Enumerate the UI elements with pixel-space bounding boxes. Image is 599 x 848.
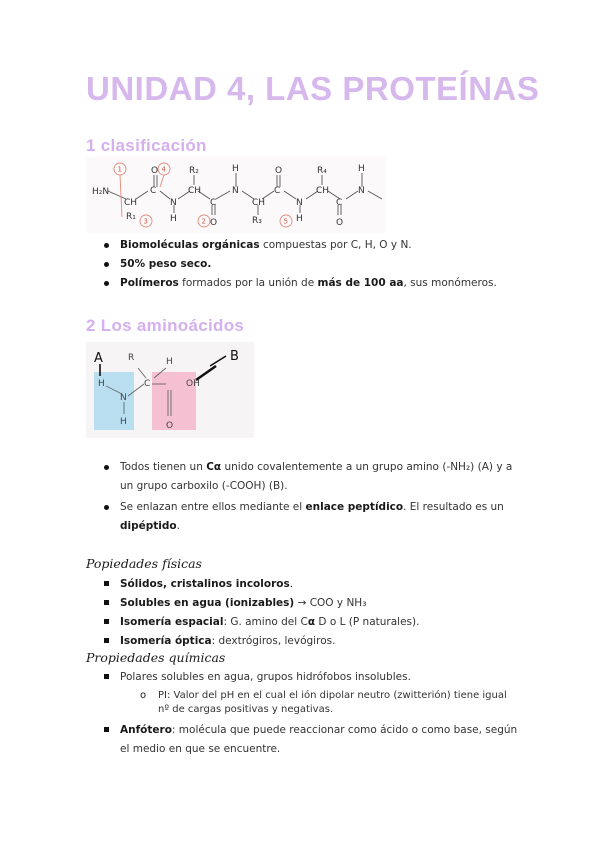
sub-item-pi: o PI: Valor del pH en el cual el ión dipolar neutro (zwitterión) tiene igual nº de cargas positivas y negativas.	[140, 690, 507, 715]
amide-n-label: N	[170, 198, 177, 208]
r2-label: R₂	[189, 166, 199, 176]
carbonyl-o-4-label: O	[336, 218, 344, 228]
physical-properties-heading: Popiedades físicas	[86, 556, 202, 571]
label-h-bottom: H	[120, 417, 127, 427]
marker-1: 1	[117, 165, 122, 174]
list-item: Polares solubles en agua, grupos hidrófobos insolubles. o PI: Valor del pH en el cual el ión dipolar neutro (zwitterión) tiene igual nº de cargas positivas y negativas.	[100, 668, 520, 717]
alpha-carbon-2-label: CH	[188, 186, 202, 196]
carbonyl-o-2-label: O	[210, 218, 218, 228]
alpha-carbon-label: CH	[124, 198, 138, 208]
page-title: UNIDAD 4, LAS PROTEÍNAS	[86, 70, 540, 107]
r1-label: R₁	[126, 212, 136, 222]
amide-h-label: H	[170, 214, 177, 224]
list-item: Solubles en agua (ionizables) → COO y NH₃	[100, 594, 520, 613]
list-item: Polímeros formados por la unión de más de 100 aa, sus monómeros.	[100, 274, 520, 293]
label-o: O	[166, 421, 174, 431]
alpha-carbon-4-label: CH	[316, 186, 330, 196]
marker-2: 2	[201, 217, 206, 226]
carbonyl-c-3-label: C	[274, 186, 281, 196]
label-r: R	[128, 353, 135, 363]
carbonyl-o-3-label: O	[275, 166, 283, 176]
amide-h-4-label: H	[358, 164, 365, 174]
carbonyl-c-4-label: C	[336, 198, 343, 208]
label-h-top: H	[166, 357, 173, 367]
label-a: A	[94, 351, 103, 366]
label-h-left: H	[98, 379, 105, 389]
carbonyl-c-label: C	[150, 186, 157, 196]
label-n: N	[120, 393, 127, 403]
label-b: B	[230, 349, 239, 364]
sub-bullet-marker: o	[140, 690, 147, 701]
label-alpha-c: C	[144, 379, 151, 389]
r4-label: R₄	[317, 166, 327, 176]
chemical-properties-list	[100, 668, 520, 761]
list-item: Biomoléculas orgánicas compuestas por C, H, O y N.	[100, 236, 520, 255]
carbonyl-o-label: O	[151, 166, 159, 176]
amide-n-2-label: N	[232, 186, 239, 196]
clasificacion-list	[100, 236, 520, 293]
physical-properties-list	[100, 575, 520, 651]
list-item: Todos tienen un Cα unido covalentemente a un grupo amino (-NH₂) (A) y a un grupo carboxilo (-COOH) (B).	[100, 458, 520, 496]
alpha-carbon-3-label: CH	[252, 198, 266, 208]
r3-label: R₃	[252, 216, 262, 226]
peptide-chain-diagram	[86, 157, 386, 233]
section-heading-clasificacion: 1 clasificación	[86, 136, 207, 155]
marker-3: 3	[143, 217, 148, 226]
amide-h-2-label: H	[232, 164, 239, 174]
list-item: Sólidos, cristalinos incoloros.	[100, 575, 520, 594]
amide-n-3-label: N	[296, 198, 303, 208]
marker-4: 4	[161, 165, 166, 174]
list-item: 50% peso seco.	[100, 255, 520, 274]
label-oh: OH	[186, 379, 200, 389]
carbonyl-c-2-label: C	[210, 198, 217, 208]
list-item: Isomería espacial: G. amino del Cα D o L (P naturales).	[100, 613, 520, 632]
marker-5: 5	[283, 217, 288, 226]
amide-h-3-label: H	[296, 214, 303, 224]
amide-n-4-label: N	[358, 186, 365, 196]
section-heading-aminoacidos: 2 Los aminoácidos	[86, 316, 245, 335]
amino-terminal-label: H₂N	[92, 187, 110, 197]
amino-acid-diagram	[86, 342, 254, 438]
chemical-properties-heading: Propiedades químicas	[86, 650, 226, 665]
list-item: Se enlazan entre ellos mediante el enlace peptídico. El resultado es un dipéptido.	[100, 498, 520, 536]
aminoacidos-list	[100, 458, 520, 538]
list-item: Anfótero: molécula que puede reaccionar como ácido o como base, según el medio en que se encuentre.	[100, 721, 520, 759]
list-item: Isomería óptica: dextrógiros, levógiros.	[100, 632, 520, 651]
